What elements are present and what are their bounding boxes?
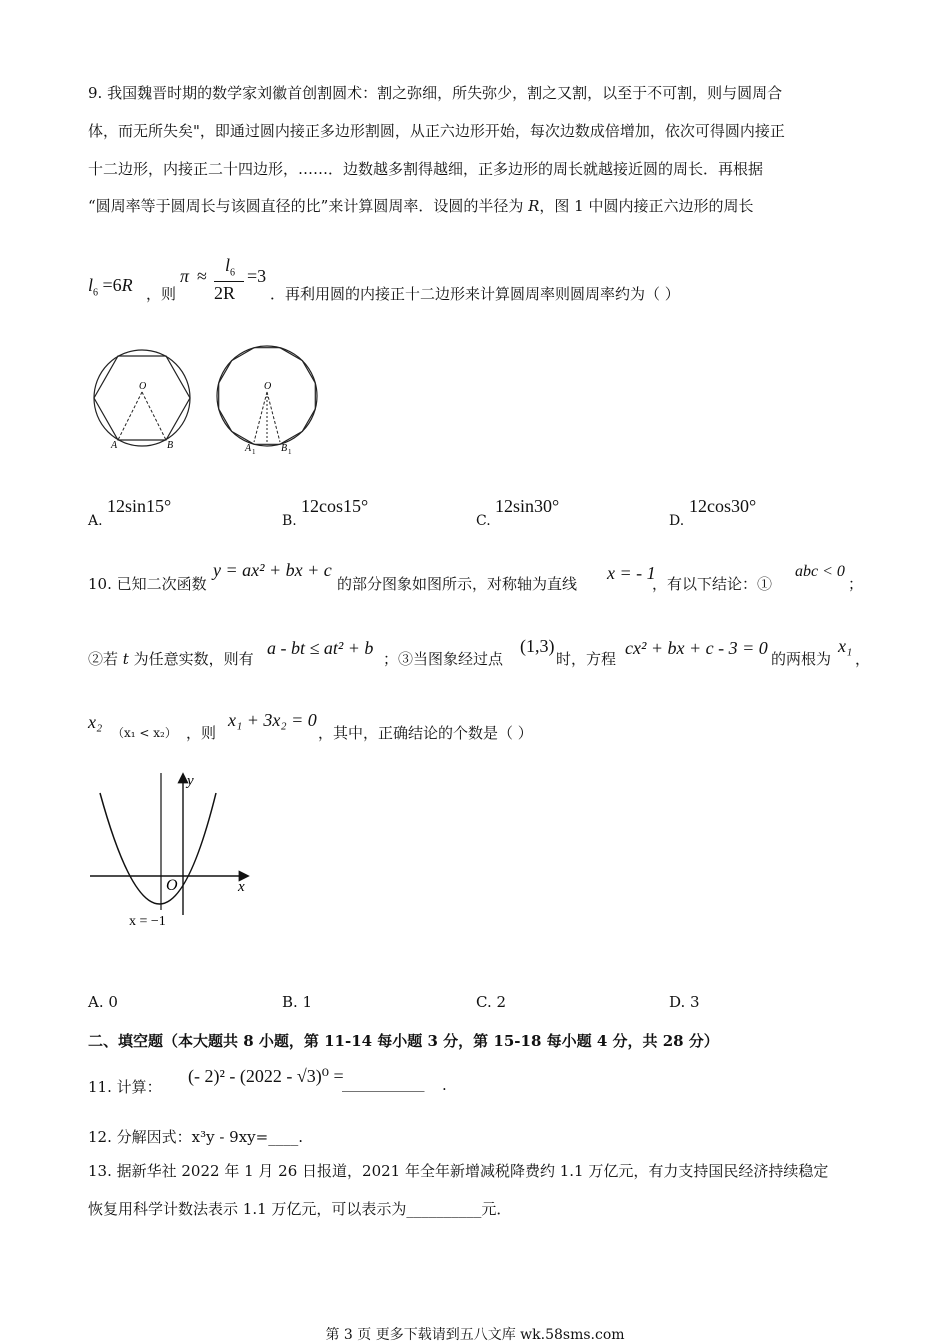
label-a1-sub: 1: [252, 448, 256, 456]
q10-line-1-pre: 10. 已知二次函数: [88, 575, 207, 593]
q10-line-2-pre: [88, 648, 254, 669]
radius-ob1: [267, 392, 280, 442]
q10-equation: cx² + bx + c - 3 = 0: [625, 638, 768, 658]
fraction-bar: [214, 281, 244, 282]
label-a: A: [111, 440, 118, 451]
axis-equation-label: x = −1: [129, 914, 166, 929]
label-o: O: [139, 381, 147, 392]
approx-symbol: ≈: [197, 266, 207, 286]
q10-conclusion-2: a - bt ≤ at² + b: [267, 638, 374, 658]
q10-x2: x₂: [88, 712, 103, 732]
q10-conclusion-1: abc < 0: [795, 563, 845, 580]
q13-line-1: 13. 据新华社 2022 年 1 月 26 日报道，2021 年全年新增减税降费约 1.1 万亿元，有力支持国民经济持续稳定: [88, 1162, 829, 1180]
label-o2: O: [264, 381, 272, 392]
radius-oa: [118, 392, 142, 440]
label-a1: A: [245, 443, 252, 454]
eq-6: =6: [98, 275, 122, 295]
q11-blank: ___________: [342, 1074, 425, 1092]
q10-line-1-mid: 的部分图象如图所示，对称轴为直线: [337, 575, 578, 593]
q10-option-d: D. 3: [669, 993, 700, 1011]
q10-line-2-c3: ；③当图象经过点: [383, 650, 504, 668]
q9-option-b-letter: B.: [282, 513, 297, 529]
q10-option-a: A. 0: [88, 993, 118, 1011]
dodecagon-figure: [206, 335, 328, 457]
x-label: x: [238, 879, 245, 895]
q9-then: ，则: [146, 285, 177, 303]
q9-radius-symbol: R: [528, 197, 540, 215]
q10-if: ②若: [88, 650, 123, 668]
q9-line-4: [88, 195, 754, 216]
label-b1-sub: 1: [288, 448, 292, 456]
q10-line-3-end: ，其中，正确结论的个数是（ ）: [318, 724, 533, 742]
origin-label: O: [166, 877, 178, 894]
q10-point: (1,3): [520, 636, 555, 656]
q10-line-2-end: ，: [855, 650, 871, 668]
q10-line-2-eq: 时，方程: [556, 650, 617, 668]
q9-figure: [85, 335, 335, 465]
y-label: y: [187, 773, 194, 789]
radius-ob: [142, 392, 166, 440]
q9-line-3: 十二边形，内接正二十四边形，……．边数越多割得越细，正多边形的周长就越接近圆的周长．再根据: [88, 160, 764, 178]
q9-line-4-pre: “圆周率等于圆周长与该圆直径的比”来计算圆周率．设圆的半径为: [88, 197, 529, 215]
q10-option-c: C. 2: [476, 993, 507, 1011]
label-b: B: [167, 440, 174, 451]
q11-end: .: [442, 1076, 447, 1094]
q9-option-b-expr: 12cos15°: [301, 496, 369, 516]
pi-symbol: π: [180, 266, 190, 286]
q9-option-c-expr: 12sin30°: [495, 496, 560, 516]
circle-1: [94, 350, 190, 446]
q10-line-3-then: ，则: [186, 724, 217, 742]
q10-function: y = ax² + bx + c: [213, 560, 332, 580]
page-footer: 第 3 页 更多下载请到五八文库 wk.58sms.com: [325, 1327, 625, 1343]
fraction-denominator: 2R: [214, 283, 236, 303]
radius-oa1: [254, 392, 267, 442]
section-2-heading: 二、填空题（本大题共 8 小题，第 11-14 每小题 3 分，第 15-18 每小题 4 分，共 28 分）: [88, 1032, 719, 1050]
q10-semicolon: ；: [848, 575, 864, 593]
q9-option-c-letter: C.: [476, 513, 491, 529]
q12-text: 12. 分解因式：x³y - 9xy=____.: [88, 1128, 303, 1146]
fraction-numerator: [216, 255, 244, 279]
q9-option-a-expr: 12sin15°: [107, 496, 172, 516]
r-symbol: R: [121, 275, 133, 295]
parabola-curve: [100, 793, 216, 904]
q9-line-2: 体，而无所失矣"，即通过圆内接正多边形割圆，从正六边形开始，每次边数成倍增加，依次可得圆内接正: [88, 122, 785, 140]
q10-parabola-graph: [85, 765, 265, 935]
q9-line-4-post: ，图 1 中圆内接正六边形的周长: [539, 197, 754, 215]
q10-axis: x = - 1: [607, 563, 656, 583]
q10-t: t: [122, 650, 129, 668]
q9-option-d-letter: D.: [669, 513, 685, 529]
q9-option-a-letter: A.: [88, 513, 103, 529]
q9-line-5-post: ．再利用圆的内接正十二边形来计算圆周率则圆周率约为（ ）: [270, 285, 680, 303]
q10-line-1-post: ，有以下结论：①: [652, 575, 773, 593]
q9-option-d-expr: 12cos30°: [689, 496, 757, 516]
q11-pre: 11. 计算：: [88, 1078, 162, 1096]
numerator-l: l: [224, 255, 230, 275]
q9-formula-l6: [88, 275, 133, 299]
q13-line-2: 恢复用科学计数法表示 1.1 万亿元，可以表示为__________元．: [88, 1200, 512, 1218]
q10-condition: （x₁ < x₂）: [112, 726, 177, 740]
label-b1: B: [281, 443, 288, 454]
q10-conclusion-3: x₁ + 3x₂ = 0: [228, 710, 317, 730]
hexagon-figure: [94, 350, 190, 451]
q11-expression: (- 2)² - (2022 - √3)⁰ =: [188, 1066, 344, 1086]
numerator-sub: 6: [230, 267, 235, 279]
q9-line-1: 9. 我国魏晋时期的数学家刘徽首创割圆术：割之弥细，所失弥少，割之又割，以至于不可割，则与圆周合: [88, 84, 783, 102]
l6-subscript: 6: [93, 287, 99, 299]
q10-line-2-mid: 为任意实数，则有: [128, 650, 254, 668]
q10-line-2-roots: 的两根为: [771, 650, 832, 668]
q10-option-b: B. 1: [282, 993, 313, 1011]
eq-3: =3: [247, 266, 267, 286]
hexagon: [94, 356, 190, 440]
l6-symbol: l: [88, 275, 94, 295]
q10-x1: x₁: [838, 636, 853, 656]
